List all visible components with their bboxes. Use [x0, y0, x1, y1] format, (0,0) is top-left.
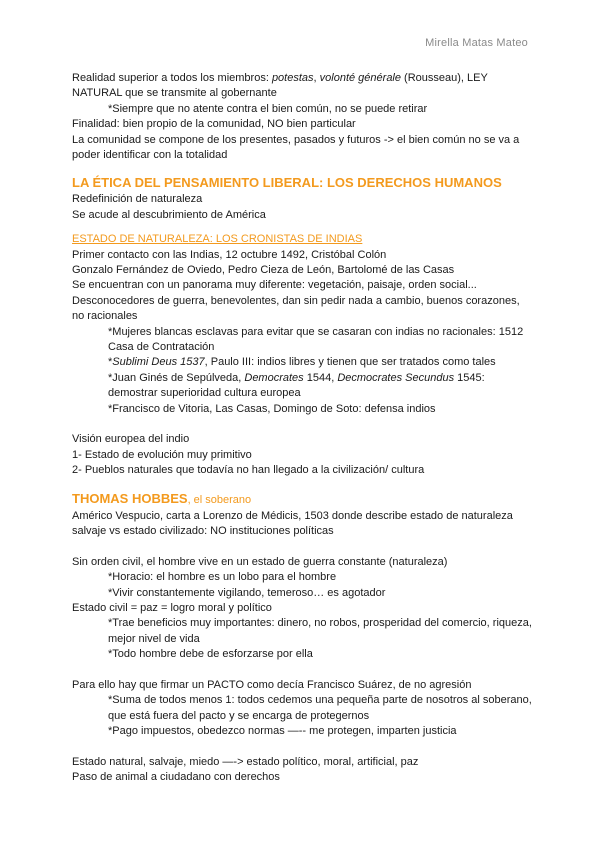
note-text: 1545: demostrar superioridad cultura europea [108, 371, 485, 400]
section2-line: Se encuentran con un panorama muy diferente: vegetación, paisaje, orden social... [72, 279, 477, 292]
section3-line: Estado natural, salvaje, miedo —-> estado político, moral, artificial, paz [72, 756, 419, 769]
section2-line: Gonzalo Fernández de Oviedo, Pedro Cieza de León, Bartolomé de las Casas [72, 264, 455, 277]
section2-line: Desconocedores de guerra, benevolentes, dan sin pedir nada a cambio, buenos corazones, no racionales [72, 294, 520, 323]
section3-line: Sin orden civil, el hombre vive en un estado de guerra constante (naturaleza) [72, 555, 448, 568]
section3-line: Paso de animal a ciudadano con derechos [72, 771, 280, 784]
note-text: 1544, [303, 371, 338, 384]
section2-note [72, 355, 532, 370]
section3-line: Estado civil = paz = logro moral y político [72, 602, 272, 615]
section1-line: Se acude al descubrimiento de América [72, 208, 266, 221]
section-heading [72, 490, 532, 509]
note-italic: Sublimi Deus 1537 [112, 356, 205, 369]
intro-text: Realidad superior a todos los miembros: [72, 72, 272, 84]
section3-note: *Trae beneficios muy importantes: dinero, no robos, prosperidad del comercio, riqueza, mejor nivel de vida [108, 617, 532, 645]
intro-paragraph [72, 71, 532, 102]
section1-line: Redefinición de naturaleza [72, 193, 203, 206]
document-body [72, 71, 532, 786]
section3-line: Américo Vespucio, carta a Lorenzo de Médicis, 1503 donde describe estado de naturaleza salvaje vs estado civilizado: NO instituciones políticas [72, 509, 513, 538]
note-italic: Decmocrates Secundus [337, 371, 455, 384]
section3-note: *Vivir constantemente vigilando, temeroso… es agotador [108, 586, 386, 599]
intro-line: Finalidad: bien propio de la comunidad, NO bien particular [72, 118, 356, 131]
note-text: * [108, 356, 113, 369]
note-italic: Democrates [244, 371, 304, 384]
intro-italic-potestas: potestas [271, 72, 314, 84]
section-heading: LA ÉTICA DEL PENSAMIENTO LIBERAL: LOS DERECHOS HUMANOS [72, 175, 502, 191]
section2-line: 1- Estado de evolución muy primitivo [72, 448, 252, 461]
note-text: *Juan Ginés de Sepúlveda, [108, 371, 245, 384]
intro-italic-volonte: volonté générale [319, 72, 401, 84]
author-name: Mirella Matas Mateo [425, 37, 528, 49]
section3-note: *Pago impuestos, obedezco normas —-- me protegen, imparten justicia [108, 725, 457, 738]
section3-note: *Todo hombre debe de esforzarse por ella [108, 648, 313, 661]
section2-line: Visión europea del indio [72, 433, 190, 446]
heading-subtitle: , el soberano [187, 493, 252, 506]
intro-text: , [313, 72, 320, 84]
intro-note: *Siempre que no atente contra el bien común, no se puede retirar [108, 102, 428, 115]
section2-line: 2- Pueblos naturales que todavía no han llegado a la civilización/ cultura [72, 464, 425, 477]
section2-note: *Mujeres blancas esclavas para evitar que se casaran con indias no racionales: 1512 Casa de Contratación [108, 325, 524, 354]
section2-line: Primer contacto con las Indias, 12 octubre 1492, Cristóbal Colón [72, 248, 387, 261]
intro-line: La comunidad se compone de los presentes, pasados y futuros -> el bien común no se va a poder identificar con la totalidad [72, 133, 520, 162]
note-text: , Paulo III: indios libres y tienen que ser tratados como tales [204, 356, 496, 369]
section2-note: *Francisco de Vitoria, Las Casas, Domingo de Soto: defensa indios [108, 402, 436, 415]
section3-line: Para ello hay que firmar un PACTO como decía Francisco Suárez, de no agresión [72, 679, 472, 692]
section3-note: *Horacio: el hombre es un lobo para el hombre [108, 571, 337, 584]
heading-title: THOMAS HOBBES [72, 490, 188, 506]
section3-note: *Suma de todos menos 1: todos cedemos una pequeña parte de nosotros al soberano, que está fuera del pacto y se encarga de protegernos [108, 694, 532, 722]
intro-text: (Rousseau), LEY NATURAL que se transmite al gobernante [72, 72, 488, 100]
section2-note [72, 371, 532, 402]
subsection-heading: ESTADO DE NATURALEZA: LOS CRONISTAS DE INDIAS [72, 233, 363, 246]
